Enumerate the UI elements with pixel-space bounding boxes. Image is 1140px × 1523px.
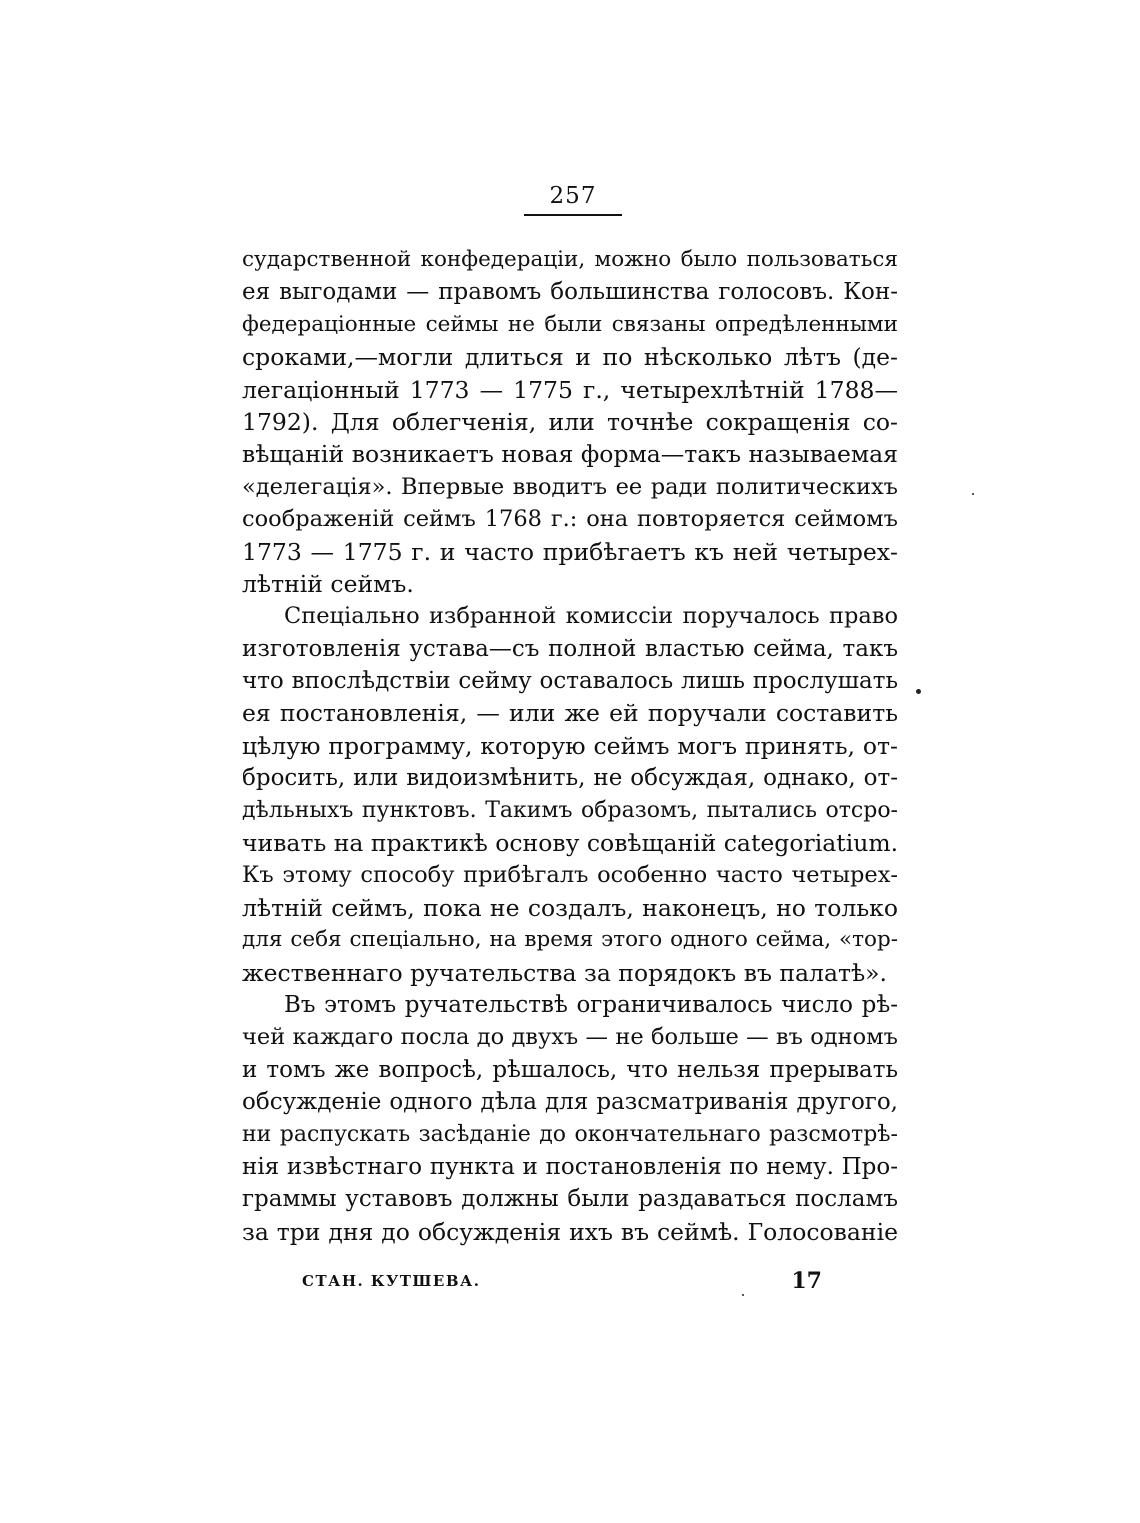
text-line: обсужденіе одного дѣла для разсматриванія другого,: [242, 1089, 898, 1116]
text-line: лѣтній сеймъ, пока не создалъ, наконецъ, но только: [242, 893, 898, 922]
scan-speck: [972, 493, 974, 495]
text-line: сроками,—могли длиться и по нѣсколько лѣтъ (де-: [242, 343, 898, 372]
text-line: бросить, или видоизмѣнить, не обсуждая, однако, от-: [242, 765, 898, 792]
text-line: 1792). Для облегченія, или точнѣе сокращенія со-: [242, 407, 898, 436]
page-number: 257: [549, 183, 597, 209]
text-line: ея постановленія, — или же ей поручали составить: [242, 699, 898, 728]
text-line: жественнаго ручательства за порядокъ въ палатѣ».: [242, 958, 887, 987]
page-number-rule: [524, 214, 622, 216]
text-line: Въ этомъ ручательствѣ ограничивалось число рѣ-: [284, 991, 898, 1018]
text-line: дѣльныхъ пунктовъ. Такимъ образомъ, пытались отсро-: [242, 797, 898, 823]
text-line: 1773 — 1775 г. и часто прибѣгаетъ къ ней четырех-: [242, 537, 898, 566]
text-line: сударственной конфедераціи, можно было пользоваться: [242, 247, 898, 272]
printer-signature: СТАН. КУТШЕВА.: [302, 1272, 481, 1290]
text-line: для себя спеціально, на время этого одного сейма, «тор-: [242, 927, 898, 953]
text-line: граммы уставовъ должны были раздаваться посламъ: [242, 1186, 898, 1213]
text-line: нія извѣстнаго пункта и постановленія по нему. Про-: [242, 1153, 898, 1180]
text-line: Спеціально избранной комиссіи поручалось право: [284, 603, 898, 630]
text-line: ни распускать засѣданіе до окончательнаго разсмотрѣ-: [242, 1121, 898, 1147]
text-line: цѣлую программу, которую сеймъ могъ принять, от-: [242, 731, 898, 760]
text-line: чей каждаго посла до двухъ — не больше — въ одномъ: [242, 1024, 898, 1051]
scan-speck: [742, 1294, 744, 1296]
text-line: легаціонный 1773 — 1775 г., четырехлѣтній 1788—: [242, 375, 898, 404]
text-line: «делегація». Впервые вводитъ ее ради политическихъ: [242, 473, 898, 500]
text-line: лѣтній сеймъ.: [242, 569, 414, 598]
text-line: вѣщаній возникаетъ новая форма—такъ называемая: [242, 440, 898, 469]
text-line: чивать на практикѣ основу совѣщаній categoriatium.: [242, 829, 898, 858]
text-line: и томъ же вопросѣ, рѣшалось, что нельзя прерывать: [242, 1056, 898, 1083]
text-line: за три дня до обсужденія ихъ въ сеймѣ. Голосованіе: [242, 1217, 898, 1246]
text-line: изготовленія устава—съ полной властью сейма, такъ: [242, 635, 898, 662]
text-line: Къ этому способу прибѣгалъ особенно часто четырех-: [242, 862, 898, 889]
sheet-number: 17: [791, 1268, 822, 1294]
text-line: федераціонные сеймы не были связаны опредѣленными: [242, 311, 898, 337]
page-footer: [302, 1268, 822, 1298]
text-line: ея выгодами — правомъ большинства голосовъ. Кон-: [242, 279, 898, 306]
text-line: соображеній сеймъ 1768 г.: она повторяется сеймомъ: [242, 506, 898, 533]
text-line: что впослѣдствіи сейму оставалось лишь прослушать: [242, 668, 898, 695]
scan-speck: [916, 689, 921, 694]
body-text: [242, 244, 898, 1248]
